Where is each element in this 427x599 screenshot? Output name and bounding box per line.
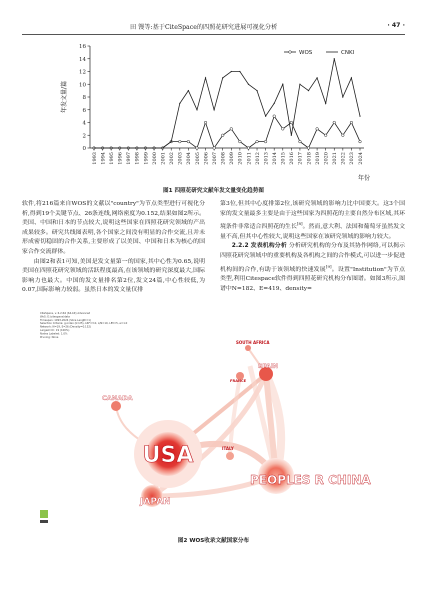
label-france: FRANCE [230, 379, 247, 383]
point-cnki [128, 147, 129, 148]
x-tick-label: 1996 [117, 152, 124, 165]
x-tick-label: 1995 [108, 152, 115, 165]
point-cnki [136, 147, 137, 148]
x-tick-label: 2007 [211, 152, 218, 165]
south-africa-node [245, 345, 251, 351]
point-wos [187, 140, 190, 143]
point-cnki [188, 90, 189, 91]
x-tick-label: 2024 [357, 152, 364, 165]
point-cnki [196, 109, 197, 110]
point-cnki [282, 84, 283, 85]
point-cnki [102, 147, 103, 148]
x-tick-label: 2001 [160, 152, 167, 165]
left-column [22, 200, 205, 296]
point-cnki [265, 116, 266, 117]
point-cnki [171, 141, 172, 142]
x-tick-label: 1994 [100, 152, 107, 165]
x-tick-label: 2010 [237, 152, 244, 165]
point-cnki [256, 90, 257, 91]
point-cnki [231, 71, 232, 72]
point-wos [281, 128, 284, 131]
x-tick-label: 2023 [349, 152, 356, 165]
country-network-figure [40, 306, 386, 528]
running-title: 田 馒等:基于CiteSpace的四照花研究进展可视化分析 [130, 24, 278, 31]
x-tick-label: 2000 [151, 152, 158, 165]
y-tick-label: 14 [79, 56, 86, 63]
label-canada: CANADA [102, 394, 133, 402]
point-wos [299, 140, 302, 143]
series-line-wos [94, 116, 360, 148]
x-tick-label: 2014 [271, 152, 278, 165]
legend-label: CNKI [341, 50, 355, 56]
point-wos [256, 140, 259, 143]
point-cnki [222, 77, 223, 78]
x-axis-label: 年份 [358, 175, 371, 182]
figure1-caption: 图1 四照花研究文献年发文量变化趋势图 [163, 188, 264, 194]
section-heading: 2.2.2 发表机构分析 [231, 243, 287, 250]
y-tick-label: 12 [79, 69, 86, 76]
x-tick-label: 2018 [306, 152, 313, 165]
x-tick-label: 2004 [186, 152, 193, 165]
point-cnki [325, 103, 326, 104]
x-tick-label: 2017 [297, 151, 304, 165]
point-cnki [291, 135, 292, 136]
point-wos [307, 147, 310, 150]
point-wos [264, 140, 267, 143]
point-wos [230, 128, 233, 131]
point-wos [179, 140, 182, 143]
point-cnki [239, 71, 240, 72]
point-cnki [214, 109, 215, 110]
point-wos [204, 121, 207, 124]
point-cnki [351, 77, 352, 78]
x-tick-label: 2013 [263, 152, 270, 165]
x-tick-label: 2022 [340, 152, 347, 165]
x-tick-label: 2015 [280, 152, 287, 165]
point-wos [239, 140, 242, 143]
x-tick-label: 2003 [177, 152, 184, 165]
point-wos [324, 134, 327, 137]
point-wos [290, 121, 293, 124]
point-cnki [162, 147, 163, 148]
x-tick-label: 2009 [229, 152, 236, 165]
y-tick-label: 16 [79, 44, 86, 50]
x-tick-label: 2016 [289, 152, 296, 165]
x-tick-label: 2012 [254, 152, 261, 165]
point-cnki [145, 147, 146, 148]
y-tick-label: 10 [79, 82, 86, 89]
x-tick-label: 2002 [169, 152, 176, 165]
figure2-caption: 图2 WOS收录文献国家分布 [177, 538, 250, 544]
x-tick-label: 1997 [126, 152, 133, 165]
point-wos [213, 147, 216, 150]
point-cnki [342, 96, 343, 97]
paragraph-usa-centrality: 由图2和表1可知,美国是发文量第一的国家,其中心性为0.65,说明美国在四照花研究领域的活跃程度最高,在该领域的研究深度最大,国际影响力也最大。中国的发文量排名第2位,发文24篇,中心性较低,为0.07,国际影响力较弱。虽然日本的发文量仅排 [22, 258, 205, 294]
point-wos [247, 147, 250, 150]
x-tick-label: 2019 [314, 152, 321, 165]
y-tick-label: 0 [82, 146, 86, 152]
publication-trend-chart [52, 36, 382, 182]
x-tick-label: 2011 [246, 152, 253, 165]
paragraph-japan-centrality: 第3位,但其中心度排第2位,该研究领域的影响力比中国要大。这3个国家的发文量最多主要是由于这些国家为四照花的主要自然分布区域,其环境条件非常适合四照花的生长[8]。然而,意大利、法国和葡萄牙虽然发文量不高,但其中心性较大,说明这些国家在该研究领域的影响力较大。 [220, 201, 406, 240]
x-tick-label: 2008 [220, 152, 227, 165]
legend-marker [289, 51, 292, 54]
point-wos [221, 134, 224, 137]
series-line-cnki [94, 59, 360, 148]
point-cnki [179, 103, 180, 104]
point-cnki [316, 77, 317, 78]
point-wos [273, 115, 276, 118]
y-tick-label: 4 [82, 120, 86, 127]
point-cnki [308, 90, 309, 91]
x-tick-label: 2005 [194, 152, 201, 165]
y-tick-label: 6 [82, 107, 86, 114]
point-cnki [274, 103, 275, 104]
x-tick-label: 1999 [143, 152, 150, 165]
x-tick-label: 2006 [203, 152, 210, 165]
legend-label: WOS [299, 50, 313, 56]
point-cnki [153, 147, 154, 148]
paragraph-country-analysis: 软件,将216篇来自WOS的文献以"country"为节点类型进行可视化分析,得到19个关键节点、26条连线,网络密度为0.152,结果如图2所示。美国、中国和日本的节点较大,说明这些国家在四照花研究领域的产出成果较多。研究共线图表明,各个国家之间没有明显的合作交流,且并未形成密切稳固的合作关系,主要形成了以美国、中国和日本为核心的国家合作交流群体。 [22, 201, 205, 255]
x-tick-label: 2021 [332, 152, 339, 165]
label-usa: USA [142, 443, 194, 468]
point-wos [350, 121, 353, 124]
point-cnki [248, 84, 249, 85]
page-number: · 47 · [387, 22, 405, 29]
point-cnki [111, 147, 112, 148]
point-wos [196, 147, 199, 150]
canada-node [111, 401, 121, 411]
point-cnki [359, 116, 360, 117]
right-column [220, 200, 405, 294]
x-tick-label: 2020 [323, 152, 330, 165]
label-china: PEOPLES R CHINA [250, 473, 371, 487]
point-wos [333, 121, 336, 124]
point-cnki [205, 77, 206, 78]
label-spain: SPAIN [258, 363, 279, 370]
label-south-africa: SOUTH AFRICA [236, 340, 270, 345]
x-tick-label: 1993 [91, 152, 98, 165]
point-wos [316, 128, 319, 131]
point-cnki [93, 147, 94, 148]
italy-node [226, 452, 234, 460]
y-tick-label: 2 [82, 133, 86, 140]
citespace-logo [40, 510, 48, 523]
svg-text:CiteSpace, v. 6.2.R4 (64-bit): CiteSpace, v. 6.2.R4 (64-bit) Advanced WoS: E:\citespace\data Timespan: 1993-2024 (Slice Length=1) Selection Criteria: g-index (k=25), LRF=3.0, L/N=10, LBY=5, e=1.0 Network: N=19, E=26 (Density=0.152) Largest CC: 19 (100%) Nodes Labeled: 1.0% Pruning: None [40, 312, 128, 339]
page-header [22, 20, 405, 35]
paragraph-institution-analysis: 2.2.2 发表机构分析 分析研究机构的分布及其协作网络,可以揭示四照花研究领域中的重要机构及各机构之间的合作模式,可以进一步促进机构间的合作,有助于该领域的快速发展[9]。设置"Institution"为节点类型,利用Citespace软件得到四照花研究机构分布图谱。如图3所示,图谱中N=182、E=419、density= [220, 243, 405, 292]
point-cnki [299, 84, 300, 85]
y-axis-label: 年发文量/篇 [61, 80, 68, 114]
point-cnki [119, 147, 120, 148]
x-tick-label: 1998 [134, 152, 141, 165]
point-cnki [334, 58, 335, 59]
point-wos [359, 140, 362, 143]
label-japan: JAPAN [140, 497, 171, 507]
network-legend-block [40, 311, 128, 339]
y-tick-label: 8 [82, 95, 86, 101]
point-wos [342, 134, 345, 137]
label-italy: ITALY [222, 446, 234, 451]
